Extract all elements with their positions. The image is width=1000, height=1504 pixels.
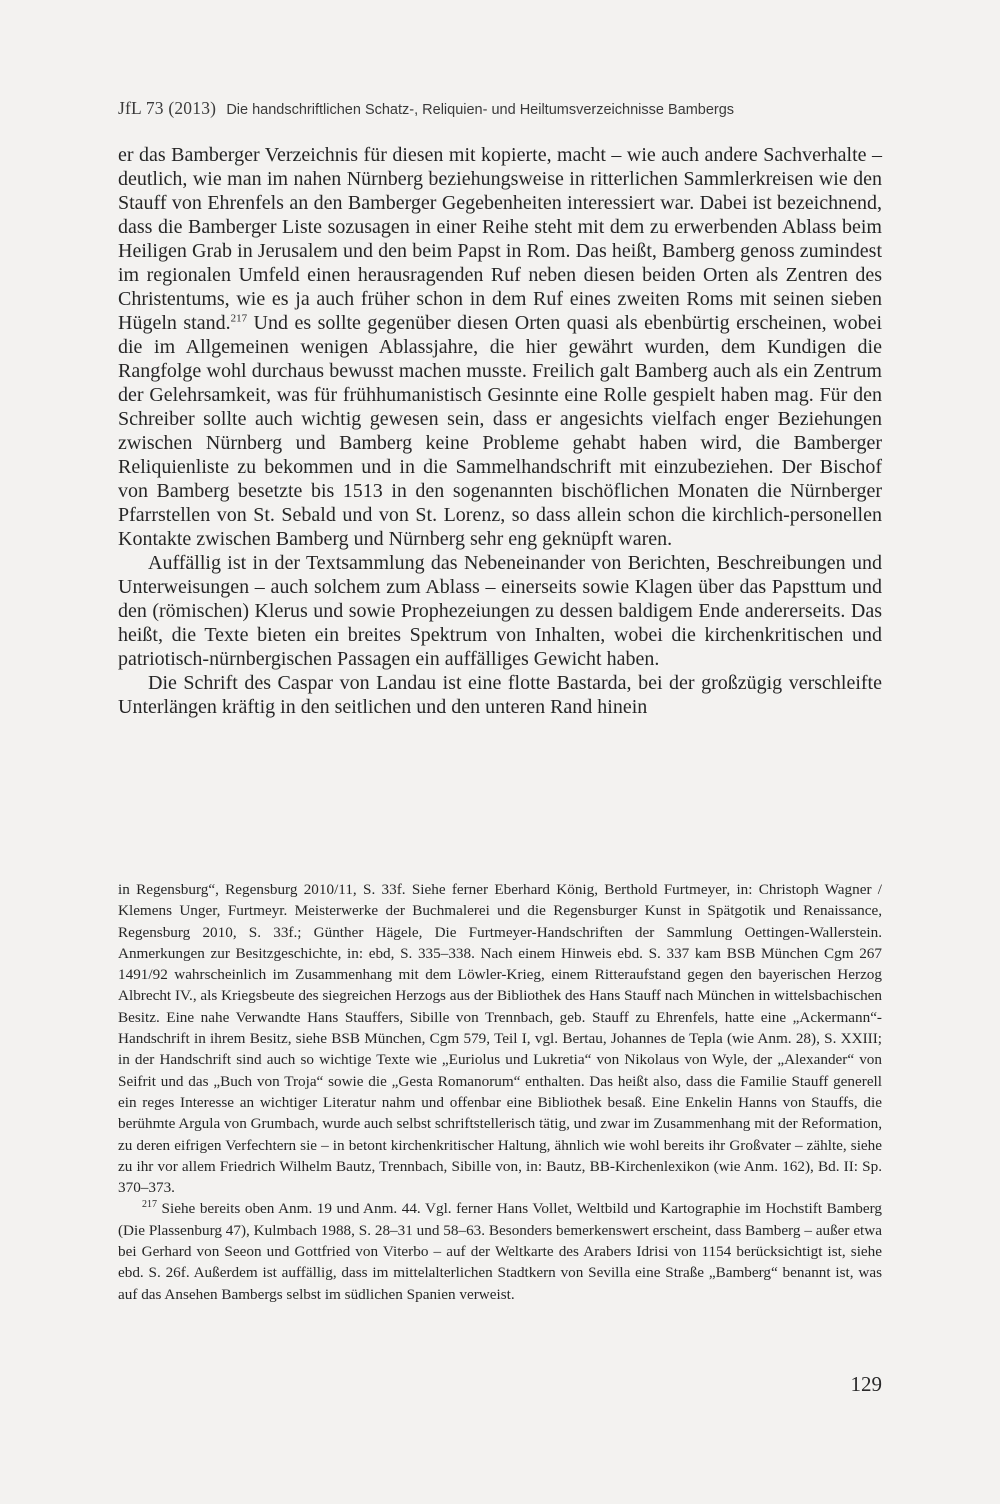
footnote-reference-217[interactable]: 217 [230, 312, 248, 325]
paragraph-1 [118, 143, 882, 551]
journal-citation: JfL 73 (2013) [118, 98, 217, 118]
paragraph-3: Die Schrift des Caspar von Landau ist eine flotte Bastarda, bei der großzügig verschleifte Unterlängen kräftig in den seitlichen und den unteren Rand hinein [118, 672, 882, 718]
footnote-continued: in Regensburg“, Regensburg 2010/11, S. 33f. Siehe ferner Eberhard König, Berthold Furtmeyer, in: Christoph Wagner / Klemens Unger, Furtmeyr. Meisterwerke der Buchmalerei und die Regensburger Kunst in Spätgotik und Renaissance, Regensburg 2010, S. 33f.; Günther Hägele, Die Furtmeyer-Handschriften der Sammlung Oettingen-Wallerstein. Anmerkungen zur Besitzgeschichte, in: ebd, S. 335–338. Nach einem Hinweis ebd. S. 337 kam BSB München Cgm 267 1491/92 wahrscheinlich im Zusammenhang mit dem Löwler-Krieg, einem Ritteraufstand gegen den bayerischen Herzog Albrecht IV., als Kriegsbeute des siegreichen Herzogs aus der Bibliothek des Hans Stauff nach München in wittelsbachischen Besitz. Eine nahe Verwandte Hans Stauffers, Sibille von Trennbach, geb. Stauff zu Ehrenfels, hatte eine „Ackermann“-Handschrift in ihrem Besitz, siehe BSB München, Cgm 579, Teil I, vgl. Bertau, Johannes de Tepla (wie Anm. 28), S. XXIII; in der Handschrift sind auch so wichtige Texte wie „Euriolus und Lukretia“ von Nikolaus von Wyle, der „Alexander“ von Seifrit und das „Buch von Troja“ sowie die „Gesta Romanorum“ enthalten. Das heißt also, dass die Familie Stauff generell ein reges Interesse an wichtiger Literatur nahm und offenbar eine Bibliothek besaß. Eine Enkelin Hanns von Stauffs, die berühmte Argula von Grumbach, wurde auch selbst schriftstellerisch tätig, und zwar im Zusammenhang mit der Reformation, zu deren eifrigen Verfechtern sie – in betont kirchenkritischer Haltung, ähnlich wie wohl bereits ihr Großvater – zählte, siehe zu ihr vor allem Friedrich Wilhelm Bautz, Trennbach, Sibille von, in: Bautz, BB-Kirchenlexikon (wie Anm. 162), Bd. II: Sp. 370–373. [118, 881, 882, 1197]
footnote-217 [118, 1198, 882, 1304]
page-number: 129 [850, 1372, 882, 1396]
main-text [118, 143, 882, 719]
footnotes [118, 879, 882, 1305]
paragraph-1-part-2: Und es sollte gegenüber diesen Orten quasi als ebenbürtig erscheinen, wobei die im Allgemeinen wenigen Ablassjahre, die hier gewährt wurden, dem Kundigen die Rangfolge wohl durchaus bewusst machen musste. Freilich galt Bamberg auch als ein Zentrum der Gelehrsamkeit, was für frühhumanistisch Gesinnte eine Rolle gespielt haben mag. Für den Schreiber sollte auch wichtig gewesen sein, dass er angesichts vielfach enger Beziehungen zwischen Nürnberg und Bamberg keine Probleme gehabt haben wird, die Bamberger Reliquienliste zu bekommen und in die Sammelhandschrift mit einzubeziehen. Der Bischof von Bamberg besetzte bis 1513 in den sogenannten bischöflichen Monaten die Nürnberger Pfarrstellen von St. Sebald und von St. Lorenz, so dass allein schon die kirchlich-personellen Kontakte zwischen Bamberg und Nürnberg sehr eng geknüpft waren. [118, 312, 883, 550]
footnote-217-text: Siehe bereits oben Anm. 19 und Anm. 44. Vgl. ferner Hans Vollet, Weltbild und Kartographie im Hochstift Bamberg (Die Plassenburg 47), Kulmbach 1988, S. 28–31 und 58–63. Besonders bemerkenswert erscheint, dass Bamberg – außer etwa bei Gerhard von Seeon und Gottfried von Viterbo – auf der Weltkarte des Arabers Idrisi von 1154 berücksichtigt ist, siehe ebd. S. 26f. Außerdem ist auffällig, dass im mittelalterlichen Stadtkern von Sevilla eine Straße „Bamberg“ benannt ist, was auf das Ansehen Bambergs selbst im südlichen Spanien verweist. [118, 1200, 882, 1303]
paragraph-2: Auffällig ist in der Textsammlung das Nebeneinander von Berichten, Beschreibungen und Unterweisungen – auch solchem zum Ablass – einerseits sowie Klagen über das Papsttum und den (römischen) Klerus und sowie Prophezeiungen zu dessen baldigem Ende andererseits. Das heißt, die Texte bieten ein breites Spektrum von Inhalten, wobei die kirchenkritischen und patriotisch-nürnbergischen Passagen ein auffälliges Gewicht haben. [118, 552, 882, 670]
running-title: Die handschriftlichen Schatz-, Reliquien- und Heiltumsverzeichnisse Bambergs [226, 102, 735, 118]
running-header [118, 98, 888, 119]
footnote-marker-217: 217 [142, 1199, 157, 1211]
paragraph-1-part-1: er das Bamberger Verzeichnis für diesen mit kopierte, macht – wie auch andere Sachverhalte – deutlich, wie man im nahen Nürnberg beziehungsweise in ritterlichen Sammlerkreisen wie den Stauff von Ehrenfels an den Bamberger Gegebenheiten interessiert war. Dabei ist bezeichnend, dass die Bamberger Liste sozusagen in einer Reihe steht mit dem zu erwerbenden Ablass beim Heiligen Grab in Jerusalem und den beim Papst in Rom. Das heißt, Bamberg genoss zumindest im regionalen Umfeld einen herausragenden Ruf neben diesen beiden Orten als Zentren des Christentums, wie es ja auch früher schon in dem Ruf eines zweiten Roms mit seinen sieben Hügeln stand. [118, 144, 882, 334]
